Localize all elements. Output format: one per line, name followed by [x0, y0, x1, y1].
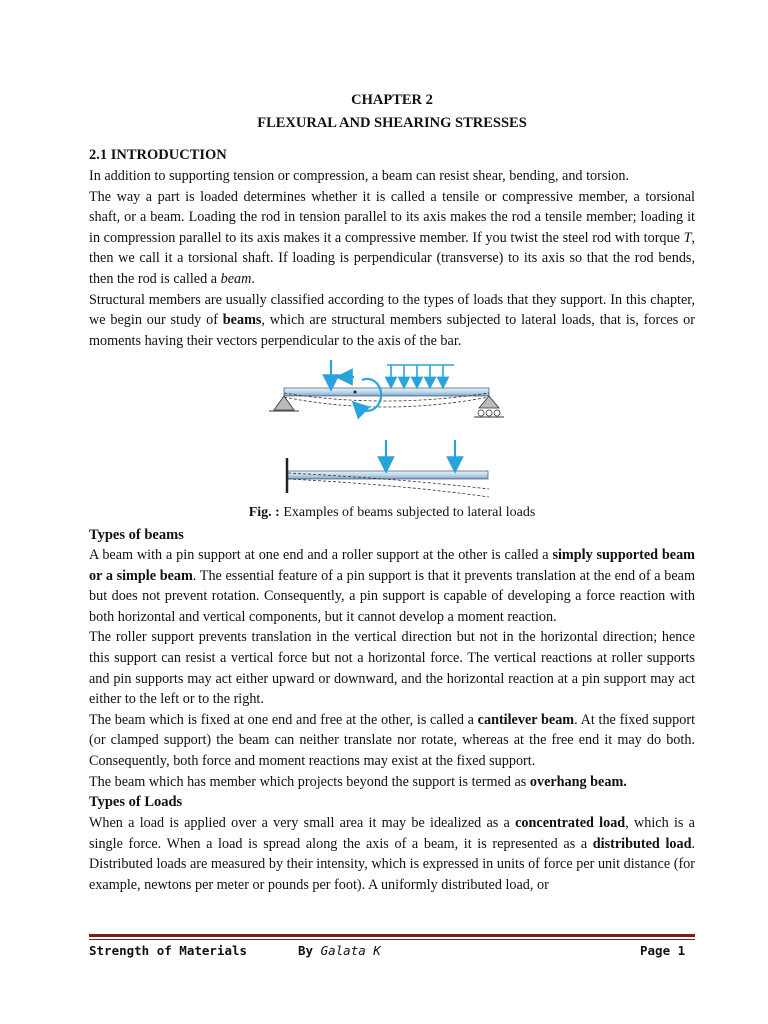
footer-course: Strength of Materials: [89, 943, 248, 958]
footer-author: By Galata K: [298, 943, 381, 958]
footer-rule-thin: [89, 939, 695, 940]
section-heading-types-of-beams: Types of beams: [89, 527, 184, 543]
simple-beam: [284, 388, 489, 396]
introduction-body: [89, 166, 695, 351]
intro-paragraph-3: Structural members are usually classified according to the types of loads that they support. In this chapter, we begin our study of beams, which are structural members subjected to lateral loads, that is, forces or moments having their vectors perpendicular to the axis of the bar.: [89, 291, 695, 349]
chapter-title: FLEXURAL AND SHEARING STRESSES: [257, 115, 527, 131]
section-heading-introduction: 2.1 INTRODUCTION: [89, 147, 227, 163]
beams-paragraph-4: The beam which has member which projects beyond the support is termed as overhang beam.: [89, 773, 627, 790]
loads-paragraph-1: When a load is applied over a very small area it may be idealized as a concentrated load, which is a single force. When a load is spread along the axis of a beam, it is represented as a distributed load. Distributed loads are measured by their intensity, which is expressed in units of force per unit distance (for example, newtons per meter or pounds per foot). A uniformly distributed load, or: [89, 815, 696, 893]
cantilever-beam: [288, 471, 488, 479]
intro-paragraph-2: The way a part is loaded determines whether it is called a tensile or compressive member, a torsional shaft, or a beam. Loading the rod in tension parallel to its axis makes the rod a tensile member; loading it in compression parallel to its axis makes it a compressive member. If you twist the steel rod with torque T, then we call it a torsional shaft. If loading is perpendicular (transverse) to its axis so that the rod bends, then the rod is called a beam.: [89, 188, 695, 287]
beams-paragraph-3: The beam which is fixed at one end and free at the other, is called a cantilever beam. At the fixed support (or clamped support) the beam can neither translate nor rotate, whereas at the free end it may do both. Consequently, both force and moment reactions may exist at the fixed support.: [89, 711, 696, 769]
footer-page-number: Page 1: [640, 943, 686, 958]
distributed-load: [387, 365, 454, 383]
footer-rule-thick: [89, 934, 695, 937]
beams-paragraph-1: A beam with a pin support at one end and a roller support at the other is called a simply supported beam or a simple beam. The essential feature of a pin support is that it prevents translation at the end of a beam but does not prevent rotation. Consequently, a pin support is capable of developing a force reaction with both horizontal and vertical components, but it cannot develop a moment reaction.: [89, 547, 695, 625]
section-heading-types-of-loads: Types of Loads: [89, 794, 183, 811]
pin-support: [269, 396, 299, 411]
deflection-curve: [284, 397, 489, 407]
chapter-number: CHAPTER 2: [351, 92, 433, 108]
figure-caption: Fig. : Examples of beams subjected to lateral loads: [248, 505, 536, 520]
beam-figure: [264, 355, 524, 505]
beams-paragraph-2: The roller support prevents translation in the vertical direction but not in the horizontal direction; hence this support can resist a vertical force but not a horizontal force. The vertical reactions at roller supports and pin supports may act either upward or downward, and the horizontal reaction at a pin support may act either to the left or to the right.: [89, 629, 695, 708]
intro-paragraph-1: In addition to supporting tension or compression, a beam can resist shear, bending, and torsion.: [89, 168, 630, 184]
types-body: [89, 525, 695, 896]
